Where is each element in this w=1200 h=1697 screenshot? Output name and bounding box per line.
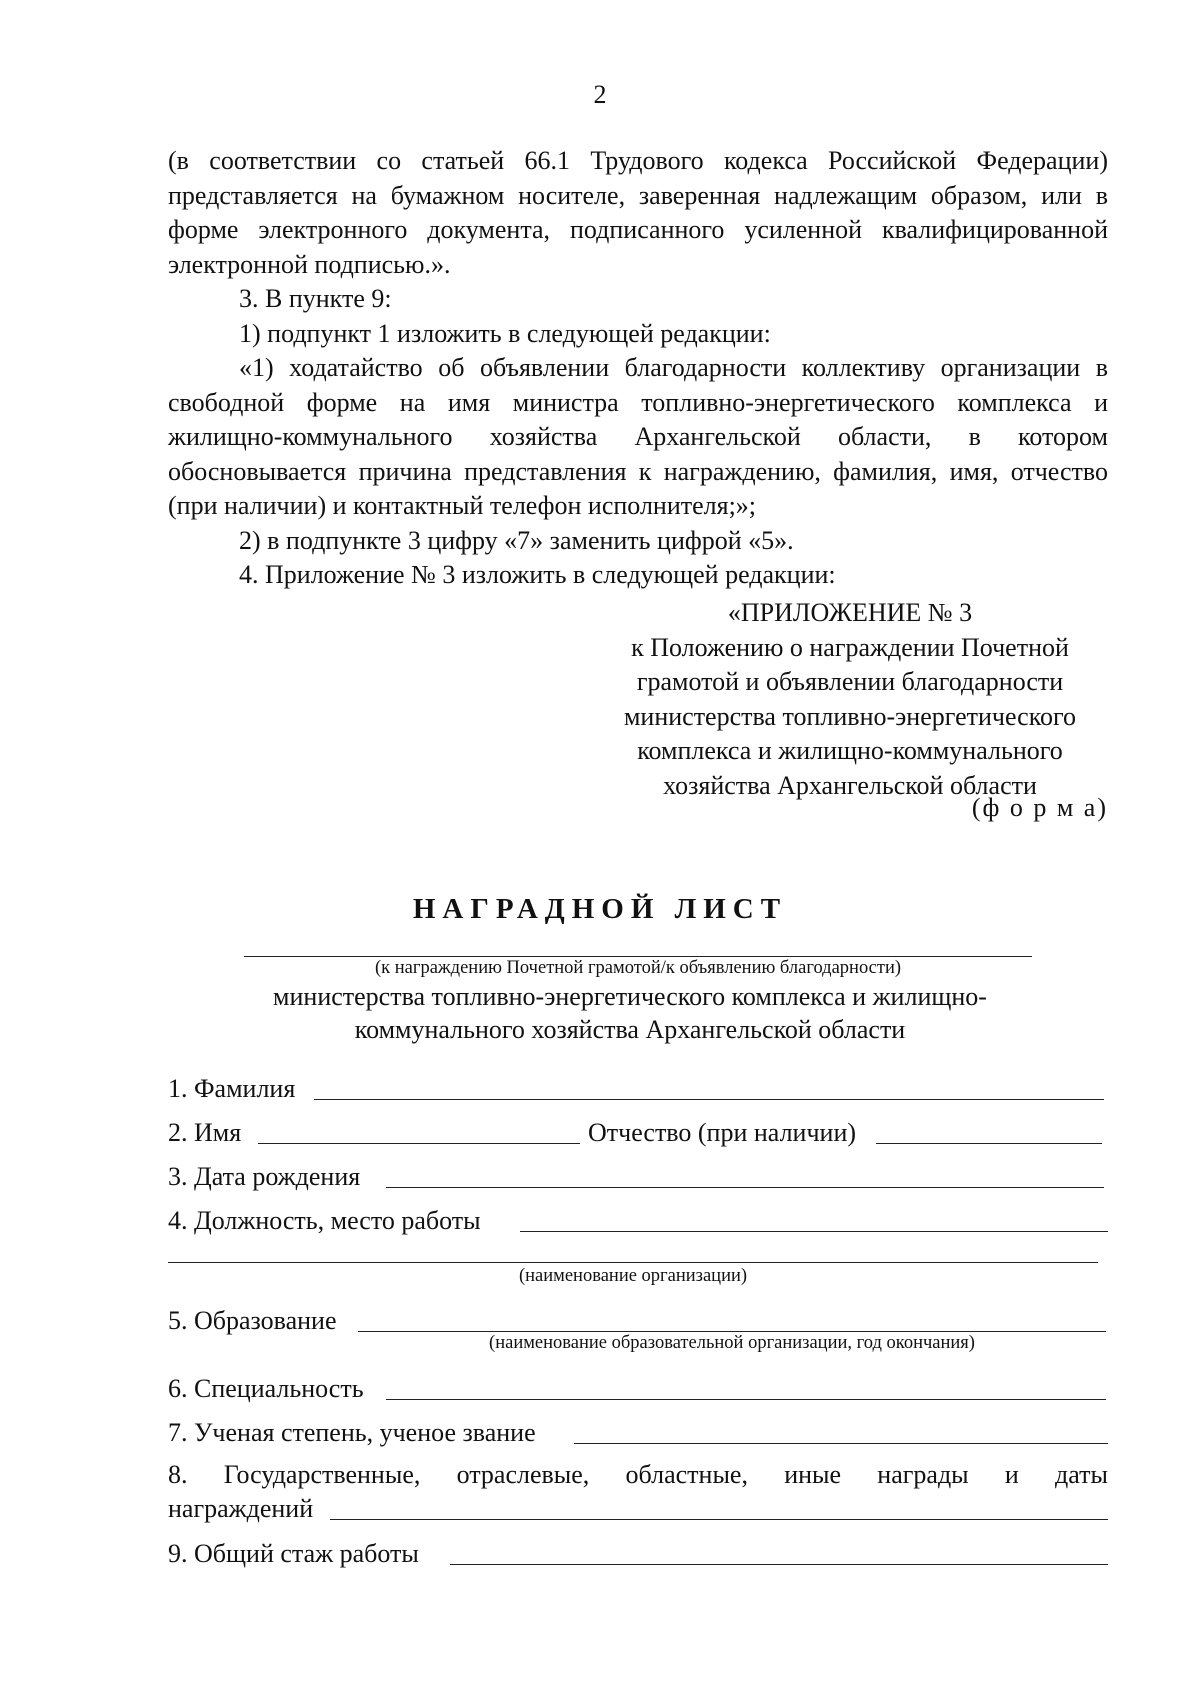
- awards-word: награды: [877, 1460, 969, 1489]
- awards-word: отраслевые,: [456, 1460, 590, 1489]
- awards-word: иные: [784, 1460, 842, 1489]
- awards-word: Государственные,: [223, 1460, 421, 1489]
- awards-field[interactable]: [330, 1519, 1108, 1520]
- education-caption: (наименование образовательной организации, год окончания): [489, 1333, 975, 1353]
- position-field[interactable]: [520, 1231, 1108, 1232]
- appendix-header: [590, 596, 1110, 804]
- academic-degree-label: 7. Ученая степень, ученое звание: [168, 1418, 536, 1447]
- awards-label-continued: награждений: [168, 1494, 314, 1523]
- ministry-name: [230, 980, 1030, 1046]
- form-title: НАГРАДНОЙ ЛИСТ: [412, 893, 788, 925]
- ministry-line: коммунального хозяйства Архангельской области: [354, 1015, 906, 1044]
- award-type-line: [244, 956, 1032, 957]
- award-type-caption: (к награждению Почетной грамотой/к объявлению благодарности): [374, 958, 902, 978]
- organization-caption: (наименование организации): [518, 1266, 748, 1286]
- paragraph-subitem-1: 1) подпункт 1 изложить в следующей редакции:: [239, 318, 771, 348]
- awards-word: областные,: [625, 1460, 748, 1489]
- name-label: 2. Имя: [168, 1118, 242, 1147]
- birth-date-label: 3. Дата рождения: [168, 1162, 361, 1191]
- appendix-line: грамотой и объявлении благодарности: [636, 667, 1064, 697]
- body-text: [168, 144, 1108, 593]
- appendix-line: к Положению о награждении Почетной: [631, 632, 1069, 662]
- appendix-line: министерства топливно-энергетического: [623, 701, 1077, 731]
- position-label: 4. Должность, место работы: [168, 1206, 481, 1235]
- surname-label: 1. Фамилия: [168, 1074, 296, 1103]
- appendix-line: комплекса и жилищно-коммунального: [637, 736, 1063, 766]
- page-number: 2: [593, 80, 607, 109]
- specialty-label: 6. Специальность: [168, 1374, 364, 1403]
- paragraph-item-3: 3. В пункте 9:: [239, 284, 392, 313]
- awards-word: и: [1004, 1460, 1019, 1489]
- work-experience-label: 9. Общий стаж работы: [168, 1539, 419, 1568]
- form-label: (ф о р м а): [971, 793, 1108, 822]
- patronymic-label: Отчество (при наличии): [588, 1118, 857, 1147]
- name-field[interactable]: [258, 1143, 580, 1144]
- awards-word: 8.: [168, 1460, 188, 1489]
- paragraph-quoted-text: «1) ходатайство об объявлении благодарности коллективу организации в свободной форме на имя министра топливно-энергетического комплекса и жилищно-коммунального хозяйства Архангельской области, в котором обосновывается причина представления к награждению, фамилия, имя, отчество (при наличии) и контактный телефон исполнителя;»;: [168, 353, 1108, 520]
- surname-field[interactable]: [314, 1099, 1104, 1100]
- appendix-line: хозяйства Архангельской области: [663, 770, 1037, 800]
- appendix-line: «ПРИЛОЖЕНИЕ № 3: [727, 598, 973, 627]
- paragraph-continuation: (в соответствии со статьей 66.1 Трудового кодекса Российской Федерации) представляется на бумажном носителе, заверенная надлежащим образом, или в форме электронного документа, подписанного усиленной квалифицированной электронной подписью.».: [168, 146, 1108, 279]
- education-field[interactable]: [358, 1331, 1106, 1332]
- specialty-field[interactable]: [386, 1399, 1106, 1400]
- awards-label: [168, 1460, 1108, 1490]
- academic-degree-field[interactable]: [574, 1443, 1108, 1444]
- paragraph-subitem-2: 2) в подпункте 3 цифру «7» заменить цифрой «5».: [239, 525, 794, 555]
- education-label: 5. Образование: [168, 1306, 337, 1335]
- awards-word: даты: [1055, 1460, 1108, 1489]
- organization-field[interactable]: [168, 1262, 1098, 1263]
- birth-date-field[interactable]: [386, 1187, 1104, 1188]
- paragraph-item-4: 4. Приложение № 3 изложить в следующей редакции:: [239, 560, 836, 589]
- patronymic-field[interactable]: [876, 1143, 1102, 1144]
- work-experience-field[interactable]: [450, 1564, 1108, 1565]
- ministry-line: министерства топливно-энергетического комплекса и жилищно-: [273, 982, 987, 1011]
